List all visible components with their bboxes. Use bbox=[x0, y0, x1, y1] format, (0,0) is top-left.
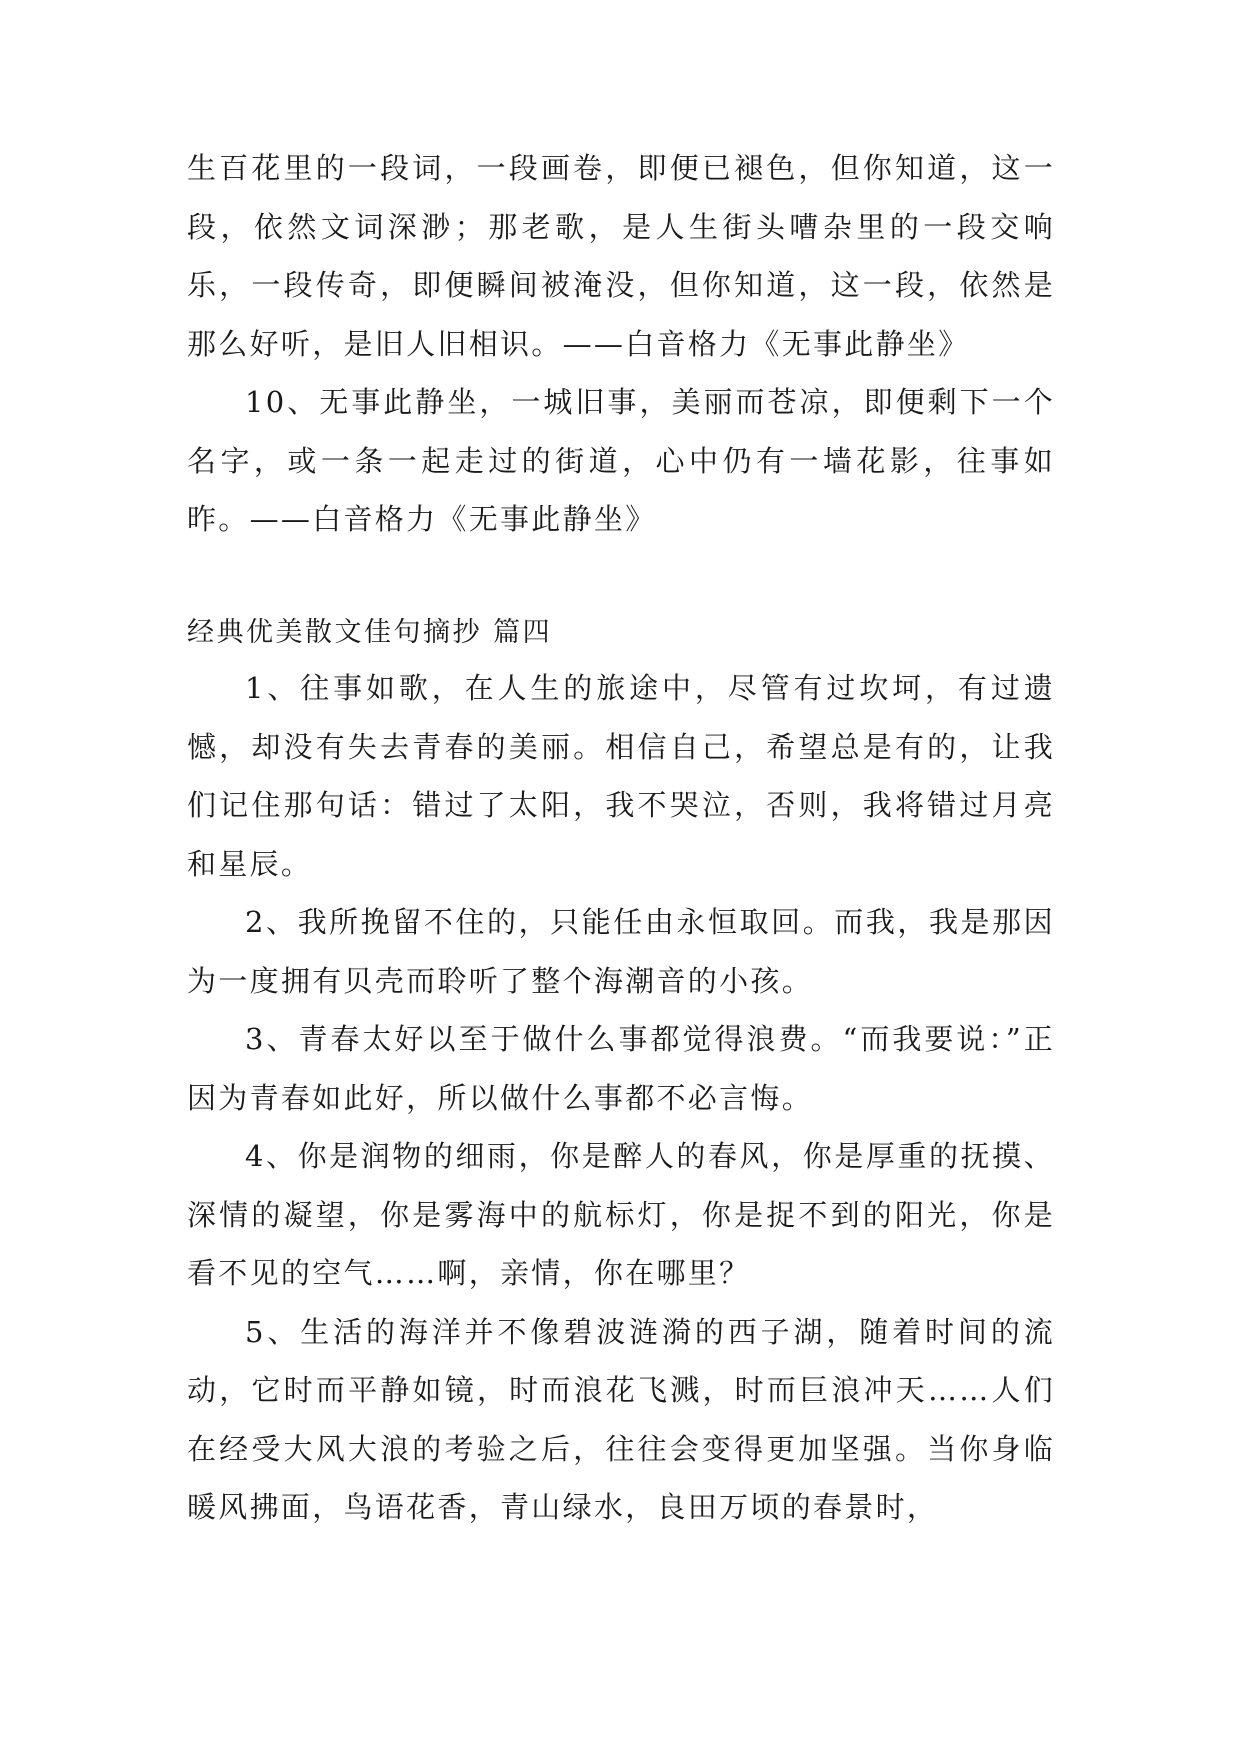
main-text-block bbox=[187, 659, 1055, 1537]
list-item-3: 3、青春太好以至于做什么事都觉得浪费。“而我要说：”正因为青春如此好，所以做什么事都不必言悔。 bbox=[187, 1022, 1055, 1115]
list-item-5: 5、生活的海洋并不像碧波涟漪的西子湖，随着时间的流动，它时而平静如镜，时而浪花飞溅，时而巨浪冲天……人们在经受大风大浪的考验之后，往往会变得更加坚强。当你身临暖风拂面，鸟语花香，青山绿水，良田万顷的春景时， bbox=[187, 1314, 1055, 1524]
list-item-4: 4、你是润物的细雨，你是醉人的春风，你是厚重的抚摸、深情的凝望，你是雾海中的航标灯，你是捉不到的阳光，你是看不见的空气……啊，亲情，你在哪里？ bbox=[187, 1139, 1055, 1290]
section-heading: 经典优美散文佳句摘抄 篇四 bbox=[187, 617, 553, 648]
list-item-1: 1、往事如歌，在人生的旅途中，尽管有过坎坷，有过遗憾，却没有失去青春的美丽。相信自己，希望总是有的，让我们记住那句话：错过了太阳，我不哭泣，否则，我将错过月亮和星辰。 bbox=[187, 671, 1055, 881]
continuation-paragraph: 生百花里的一段词，一段画卷，即便已褪色，但你知道，这一段，依然文词深渺；那老歌，是人生街头嘈杂里的一段交响乐，一段传奇，即便瞬间被淹没，但你知道，这一段，依然是那么好听，是旧人旧相识。——白音格力《无事此静坐》 bbox=[187, 151, 1055, 361]
list-item-10: 10、无事此静坐，一城旧事，美丽而苍凉，即便剩下一个名字，或一条一起走过的街道，心中仍有一墙花影，往事如昨。——白音格力《无事此静坐》 bbox=[187, 385, 1055, 536]
list-item-2: 2、我所挽留不住的，只能任由永恒取回。而我，我是那因为一度拥有贝壳而聆听了整个海潮音的小孩。 bbox=[187, 905, 1055, 998]
top-text-block bbox=[187, 139, 1055, 549]
